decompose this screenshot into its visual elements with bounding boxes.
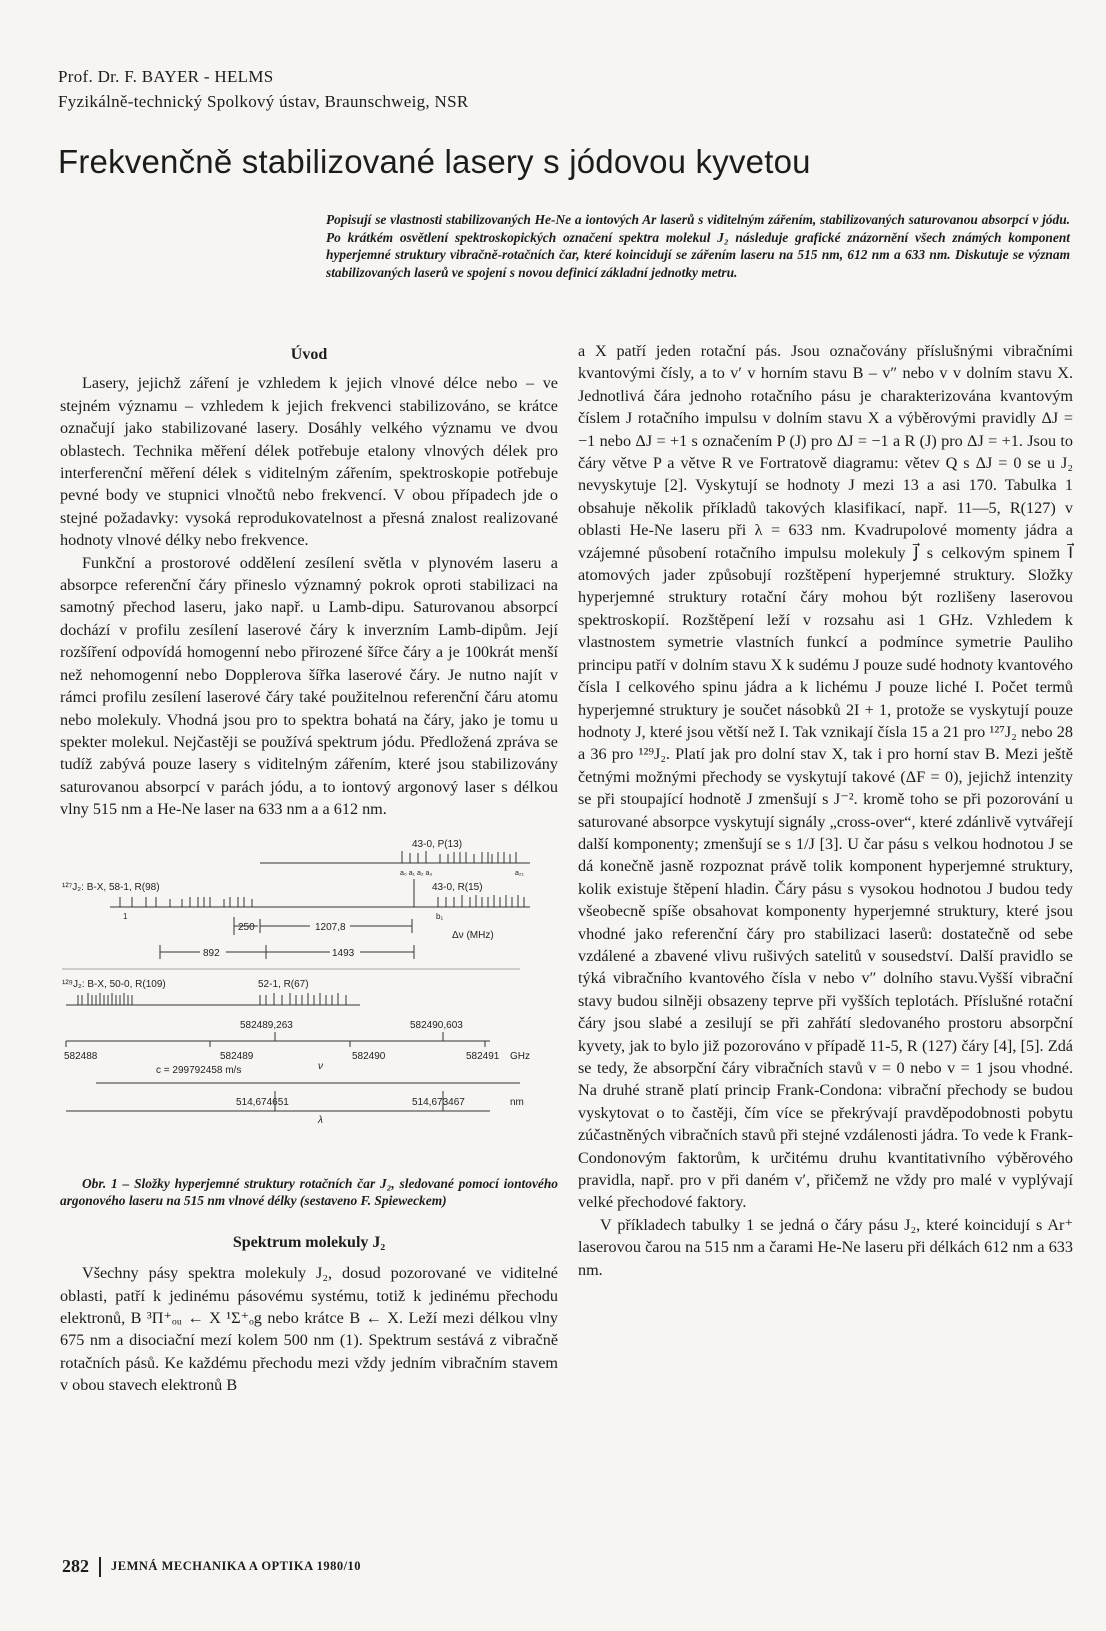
author-name: Prof. Dr. F. BAYER - HELMS: [58, 67, 274, 86]
intro-paragraph-1: Lasery, jejichž záření je vzhledem k jejich vlnové délce nebo – ve stejném významu – vzhledem k jejich frekvenci stabilizováno, se krátce označují jako stabilizované lasery. Dosáhly velkého významu ve dvou oblastech. Technika měření délek potřebuje etalony vlnových délek pro interferenční měření délek s viditelným zářením, spektroskopie potřebuje pevné body ve stupnici vlnočtů nebo frekvencí. V obou případech jde o stejné požadavky: vysoká reprodukovatelnost a přesná znalost realizované hodnoty vlnové délky nebo frekvence.: [60, 374, 558, 550]
label-43-0-r15: 43-0, R(15): [432, 881, 483, 893]
label-freq-b: 582490,603: [410, 1019, 463, 1031]
article-title: Frekvenčně stabilizované lasery s jódovou kyvetou: [58, 143, 811, 180]
label-sub-a21: a₂₁: [515, 869, 524, 877]
ticks-r15: [438, 895, 524, 907]
journal-name: JEMNÁ MECHANIKA A OPTIKA 1980/10: [111, 1559, 362, 1573]
spectrum-paragraph: Všechny pásy spektra molekuly J₂, dosud pozorované ve viditelné oblasti, patří k jedinému pásovému systému, totiž k jedinému přechodu elektronů, B ³Π⁺ₒᵤ ← X ¹Σ⁺ₒg nebo krátce B ← X. Leží mezi délkou vlny 675 nm a disociační mezí kolem 500 nm (1). Spektrum sestává z vibračně rotačních pásů. Ke každému přechodu mezi vždy jedním vibračním stavem v obou stavech elektronů B: [60, 1264, 558, 1395]
freq-tick-3: 582490: [352, 1050, 386, 1062]
label-dnu: Δν (MHz): [452, 929, 494, 941]
label-sub-b1: b₁: [436, 911, 444, 921]
label-43-0-p13: 43-0, P(13): [412, 838, 463, 850]
freq-tick-1: 582488: [64, 1050, 98, 1062]
label-c: c = 299792458 m/s: [156, 1064, 242, 1076]
label-1493: 1493: [332, 947, 355, 959]
page-number: 282: [62, 1556, 89, 1576]
label-1207-8: 1207,8: [315, 921, 346, 933]
label-sub-a: a₀ a₁ a₂ a₃: [400, 869, 433, 877]
right-paragraph-2: V příkladech tabulky 1 se jedná o čáry pásu J₂, které koincidují s Ar⁺ laserovou čarou na 515 nm a čarami He-Ne laseru při délkách 612 nm a 633 nm.: [578, 1215, 1073, 1279]
hyperfine-diagram: [60, 835, 550, 1175]
label-lambda: λ: [318, 1114, 323, 1126]
label-wl-b: 514,673467: [412, 1096, 465, 1108]
right-paragraph-1: a X patří jeden rotační pás. Jsou označovány příslušnými vibračními kvantovými čísly, a to v′ v horním stavu B – v″ nebo v v dolním stavu X. Jednotlivá čára jednoho rotačního pásu je charakterizována kvantovým číslem J rotačního impulsu v dolním stavu X a výběrovými pravidly ΔJ = −1 nebo ΔJ = +1 s označením P (J) pro ΔJ = −1 a R (J) pro ΔJ = +1. Jsou to čáry větve P a větve R ve Fortratově diagramu: větev Q s ΔJ = 0 se u J₂ nevyskytuje [2]. Vyskytují se hodnoty J mezi 13 a asi 170. Tabulka 1 obsahuje několik příkladů takových klasifikací, např. 11—5, R(127) v oblasti He-Ne laseru při λ = 633 nm. Kvadrupolové momenty jádra a vzájemné působení rotačního impulsu molekuly J⃗ s celkovým spinem I⃗ atomových jader způsobují rozštěpení hyperjemné struktury. Složky hyperjemné struktury rotační čáry mohou být rozlišeny laserovou spektroskopií. Rozštěpení leží v rozsahu asi 1 GHz. Vzhledem k vlastnostem symetrie vlastních funkcí a podmínce symetrie Pauliho principu patří v dolním stavu X k sudému J pouze sudé hodnoty kvantového čísla I celkového spinu jádra a k lichému J pouze liché I. Počet termů hyperjemné struktury je součet násobků 2I + 1, protože se vyskytují pouze hodnoty J, které jsou větší než I. Tak vznikají čísla 15 a 21 pro ¹²⁷J₂ nebo 28 a 36 pro ¹²⁹J₂. Platí jak pro dolní stav X, tak i pro horní stav B. Mezi ještě četnými možnými přechody se vyskytují takové (ΔF = 0), jejichž intenzity se při stoupající hodnotě J zmenšují s J⁻². kromě toho se při pozorování u saturované absorpce vyskytují signály „cross-over“, které zdánlivě vytvářejí další komponenty; zmenšují se s 1/J [3]. U čar pásu s velkou hodnotou J se dá konečně jasně rozpoznat právě tolik komponent hyperjemné struktury, kolik existuje štěpení hladin. Čáry pásu s vysokou hodnotou J budou tedy všeobecně spíše obsahovat komponenty hyperjemné struktury, které jsou vhodné jako referenční čáry pro stabilizaci laserů: dostatečně od sebe vzdálené a zbavené vlivu rušivých satelitů v sousedství. Další pravidlo se týká vibračního kvantového čísla v nebo v″ dolního stavu.Vyšší vibrační stavy budou silněji obsazeny teprve při vyšších teplotách. Příslušné rotační čáry jsou slabé a zesilují se při zahřátí sledovaného prostoru absorpční kyvety, jak to bylo již pozorováno v případě 11-5, R (127) čáry [4], [5]. Zdá se tedy, že absorpční čáry vibračních stavů v = 0 nebo v = 1 jsou vhodné. Na druhé straně platí princip Frank-Condona: vibrační přechody se budou vyskytovat o to častěji, čím více se překrývají pravděpodobnosti pobytu zúčastněných vibračních stavů při stejné vzdálenosti jádra. To vede k Frank-Condonovým faktorům, k určitému druhu kvantitativního výběrového pravidla, např. pro v při daném v′, přičemž ne vždy pro malé v vyplývají velké přechodové faktory.: [578, 342, 1073, 1212]
ticks-r98: [120, 879, 414, 907]
label-52-1-r67: 52-1, R(67): [258, 978, 309, 990]
label-129-band: ¹²⁹J₂: B-X, 50-0, R(109): [62, 978, 166, 990]
label-250: 250: [238, 921, 255, 933]
label-nu: ν: [318, 1060, 323, 1072]
label-ghz: GHz: [510, 1050, 530, 1062]
section-heading-intro: Úvod: [290, 346, 328, 363]
section-heading-spectrum: Spektrum molekuly J₂: [232, 1233, 386, 1251]
label-nm: nm: [510, 1096, 524, 1108]
left-column: [60, 344, 558, 1397]
freq-tick-2: 582489: [220, 1050, 254, 1062]
label-freq-a: 582489,263: [240, 1019, 293, 1031]
figure-caption: Obr. 1 – Složky hyperjemné struktury rotačních čar J₂, sledované pomocí iontového argonového laseru na 515 nm vlnové délky (sestaveno F. Spieweckem): [60, 1175, 558, 1209]
ticks-129: [78, 993, 346, 1005]
figure-1: [60, 835, 550, 1175]
ticks-p13: [402, 851, 516, 863]
label-127-band: ¹²⁷J₂: B-X, 58-1, R(98): [62, 881, 160, 893]
footer-divider: [99, 1557, 101, 1577]
author-affiliation: Fyzikálně-technický Spolkový ústav, Braunschweig, NSR: [58, 92, 469, 111]
abstract: Popisují se vlastnosti stabilizovaných He-Ne a iontových Ar laserů s viditelným zářením, stabilizovaných saturovanou absorpcí v jódu. Po krátkém osvětlení spektroskopických označení spektra molekul J₂ následuje grafické znázornění všech známých komponent hyperjemné struktury vibračně-rotačních čar, které koincidují se zářením laseru na 515 nm, 612 nm a 633 nm. Diskutuje se význam stabilizovaných laserů ve spojení s novou definicí základní jednotky metru.: [326, 212, 1070, 280]
intro-paragraph-2: Funkční a prostorové oddělení zesílení světla v plynovém laseru a absorpce referenční čáry přineslo významný pokrok oproti stabilizaci na samotný přechod laseru, jako např. u Lamb-dipu. Saturovanou absorpcí dochází v profilu zesílení laserové čáry k inverzním Lamb-dipům. Její rozšíření odpovídá homogenní nebo přirozené šířce čáry a je 100krát menší než nehomogenní nebo Dopplerova šířka laserové čáry. Je nutno najít v rámci profilu zesílení laserové čáry také použitelnou referenční čáru atomu nebo molekuly. Vhodná jsou pro to spektra bohatá na čáry, jako je tomu u spekter molekul. Nejčastěji se používá spektrum jódu. Předložená zpráva se tudíž zabývá pouze lasery s viditelným zářením, které jsou stabilizovány saturovanou absorpcí v parách jódu, a to iontový argonový laser s délkou vlny 515 nm a He-Ne laser na 633 nm a a 612 nm.: [60, 553, 558, 819]
label-sub-1: 1: [123, 911, 128, 921]
page-footer: [62, 1556, 361, 1577]
label-wl-a: 514,674651: [236, 1096, 289, 1108]
author-block: [58, 64, 468, 114]
freq-tick-4: 582491: [466, 1050, 500, 1062]
label-892: 892: [203, 947, 220, 959]
right-column: [578, 340, 1073, 1281]
